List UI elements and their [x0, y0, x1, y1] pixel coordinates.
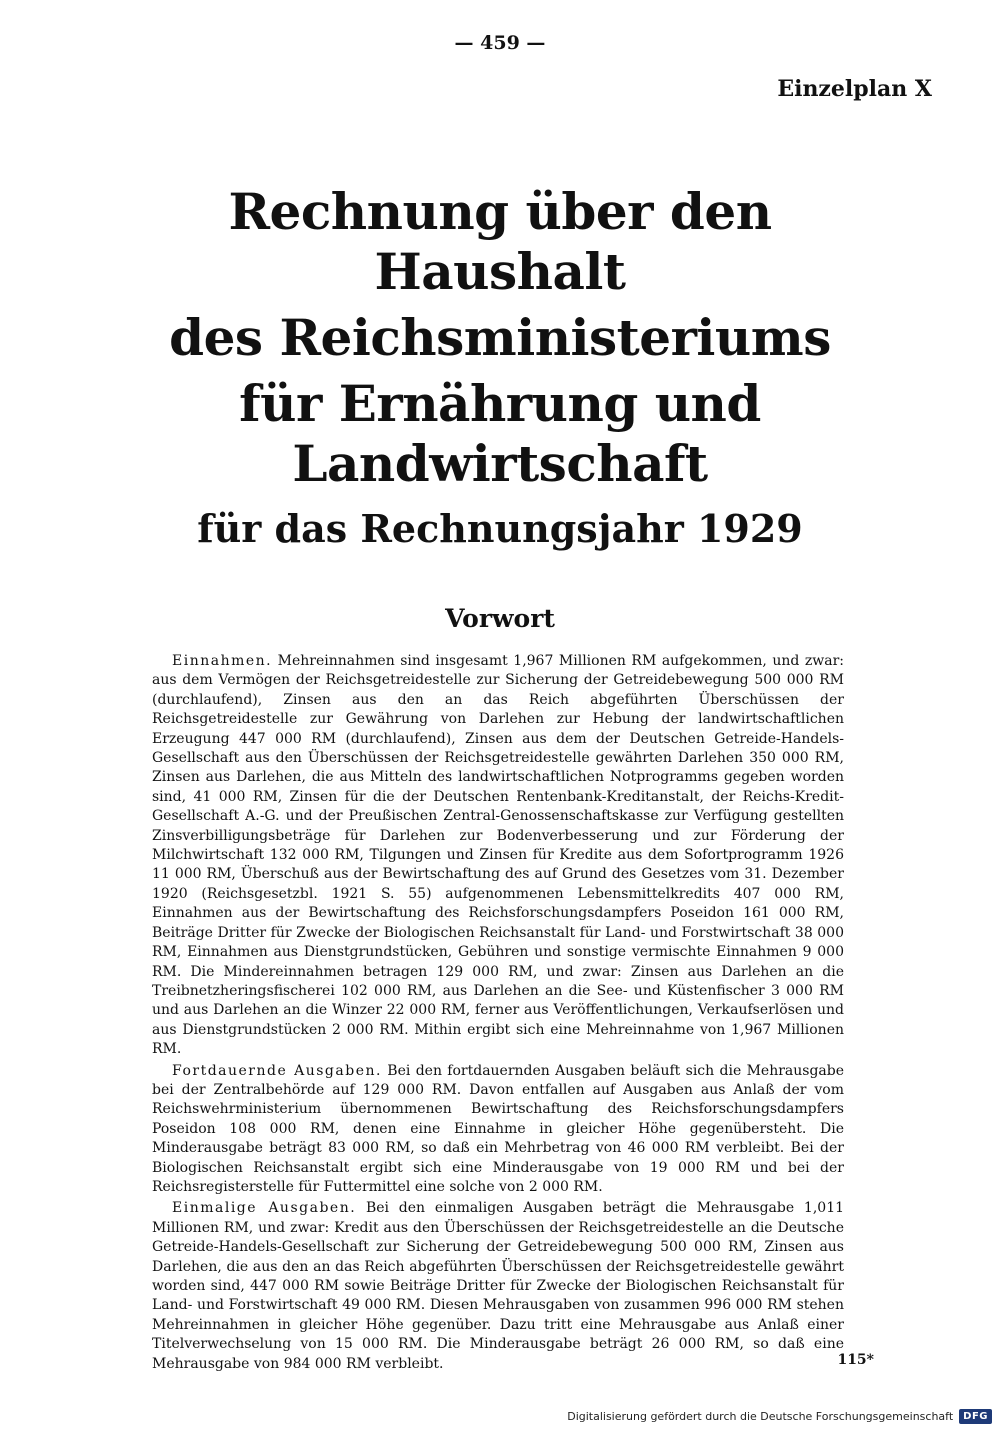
paragraph-fortdauernde-ausgaben	[152, 1062, 844, 1198]
paragraph-lead: Fortdauernde Ausgaben.	[172, 1062, 382, 1079]
title-line-2: des Reichsministeriums	[169, 308, 831, 367]
dfg-logo-icon: DFG	[959, 1409, 992, 1424]
digitization-credit	[567, 1409, 992, 1424]
document-title	[100, 182, 900, 554]
sheet-number: 115*	[837, 1352, 874, 1368]
title-line-4: für das Rechnungsjahr 1929	[197, 506, 803, 551]
page-number: — 459 —	[454, 32, 546, 54]
paragraph-einnahmen	[152, 652, 844, 1060]
paragraph-lead: Einnahmen.	[172, 653, 273, 669]
plan-label: Einzelplan X	[777, 76, 932, 102]
body-text	[152, 652, 844, 1376]
paragraph-text: Mehreinnahmen sind insgesamt 1,967 Millionen RM aufgekommen, und zwar: aus dem Vermögen der Reichsgetreidestelle zur Sicherung der Getreidebewegung 500 000 RM (durchlaufend), Zinsen aus den an das Reich abgeführten Überschüssen der Reichsgetreidestelle zur Gewährung von Darlehen zur Hebung der landwirtschaftlichen Erzeugung 447 000 RM (durchlaufend), Zinsen aus dem der Deutschen Getreide-Handels-Gesellschaft aus den Überschüssen der Reichsgetreidestelle gewährten Darlehen 350 000 RM, Zinsen aus Darlehen, die aus Mitteln des landwirtschaftlichen Notprogramms gegeben worden sind, 41 000 RM, Zinsen für die der Deutschen Rentenbank-Kreditanstalt, der Reichs-Kredit-Gesellschaft A.-G. und der Preußischen Zentral-Genossenschaftskasse zur Verfügung gestellten Zinsverbilligungsbeträge für Darlehen zur Bodenverbesserung und zur Förderung der Milchwirtschaft 132 000 RM, Tilgungen und Zinsen für Kredite aus dem Sofortprogramm 1926 11 000 RM, Überschuß aus der Bewirtschaftung des auf Grund des Gesetzes vom 31. Dezember 1920 (Reichsgesetzbl. 1921 S. 55) aufgenommenen Lebensmittelkredits 407 000 RM, Einnahmen aus der Bewirtschaftung des Reichsforschungsdampfers Poseidon 161 000 RM, Beiträge Dritter für Zwecke der Biologischen Reichsanstalt für Land- und Forstwirtschaft 38 000 RM, Einnahmen aus Dienstgrundstücken, Gebühren und sonstige vermischte Einnahmen 9 000 RM. Die Mindereinnahmen betragen 129 000 RM, und zwar: Zinsen aus Darlehen an die Treibnetzheringsfischerei 102 000 RM, aus Darlehen an die See- und Küstenfischer 3 000 RM und aus Darlehen an die Winzer 22 000 RM, ferner aus Veröffentlichungen, Verkaufserlösen und aus Dienstgrundstücken 2 000 RM. Mithin ergibt sich eine Mehreinnahme von 1,967 Millionen RM.	[152, 653, 844, 1058]
paragraph-lead: Einmalige Ausgaben.	[172, 1200, 357, 1217]
title-line-1: Rechnung über den Haushalt	[228, 182, 772, 301]
title-line-3: für Ernährung und Landwirtschaft	[239, 374, 761, 493]
paragraph-einmalige-ausgaben	[152, 1199, 844, 1374]
paragraph-text: Bei den einmaligen Ausgaben beträgt die Mehrausgabe 1,011 Millionen RM, und zwar: Kredit aus den Überschüssen der Reichsgetreidestelle an die Deutsche Getreide-Handels-Gesellschaft zur Sicherung der Getreidebewegung 500 000 RM, Zinsen aus Darlehen, die aus den an das Reich abgeführten Überschüssen der Reichsgetreidestelle gewährt worden sind, 447 000 RM sowie Beiträge Dritter für Zwecke der Biologischen Reichsanstalt für Land- und Forstwirtschaft 49 000 RM. Diesen Mehrausgaben von zusammen 996 000 RM stehen Mehreinnahmen in gleicher Höhe gegenüber. Dazu tritt eine Mehrausgabe aus Anlaß einer Titelverwechselung von 15 000 RM. Die Minderausgabe beträgt 26 000 RM, so daß eine Mehrausgabe von 984 000 RM verbleibt.	[152, 1200, 845, 1372]
paragraph-text: Bei den fortdauernden Ausgaben beläuft sich die Mehrausgabe bei der Zentralbehörde auf 129 000 RM. Davon entfallen auf Ausgaben aus Anlaß der vom Reichswehrministerium übernommenen Bewirtschaftung des Reichsforschungsdampfers Poseidon 108 000 RM, denen eine Einnahme in gleicher Höhe gegenübersteht. Die Minderausgabe beträgt 83 000 RM, so daß ein Mehrbetrag von 46 000 RM verbleibt. Bei der Biologischen Reichsanstalt ergibt sich eine Minderausgabe von 19 000 RM und bei der Reichsregisterstelle für Futtermittel eine solche von 2 000 RM.	[152, 1062, 845, 1195]
credit-text: Digitalisierung gefördert durch die Deutsche Forschungsgemeinschaft	[567, 1410, 954, 1423]
section-heading: Vorwort	[445, 604, 555, 633]
